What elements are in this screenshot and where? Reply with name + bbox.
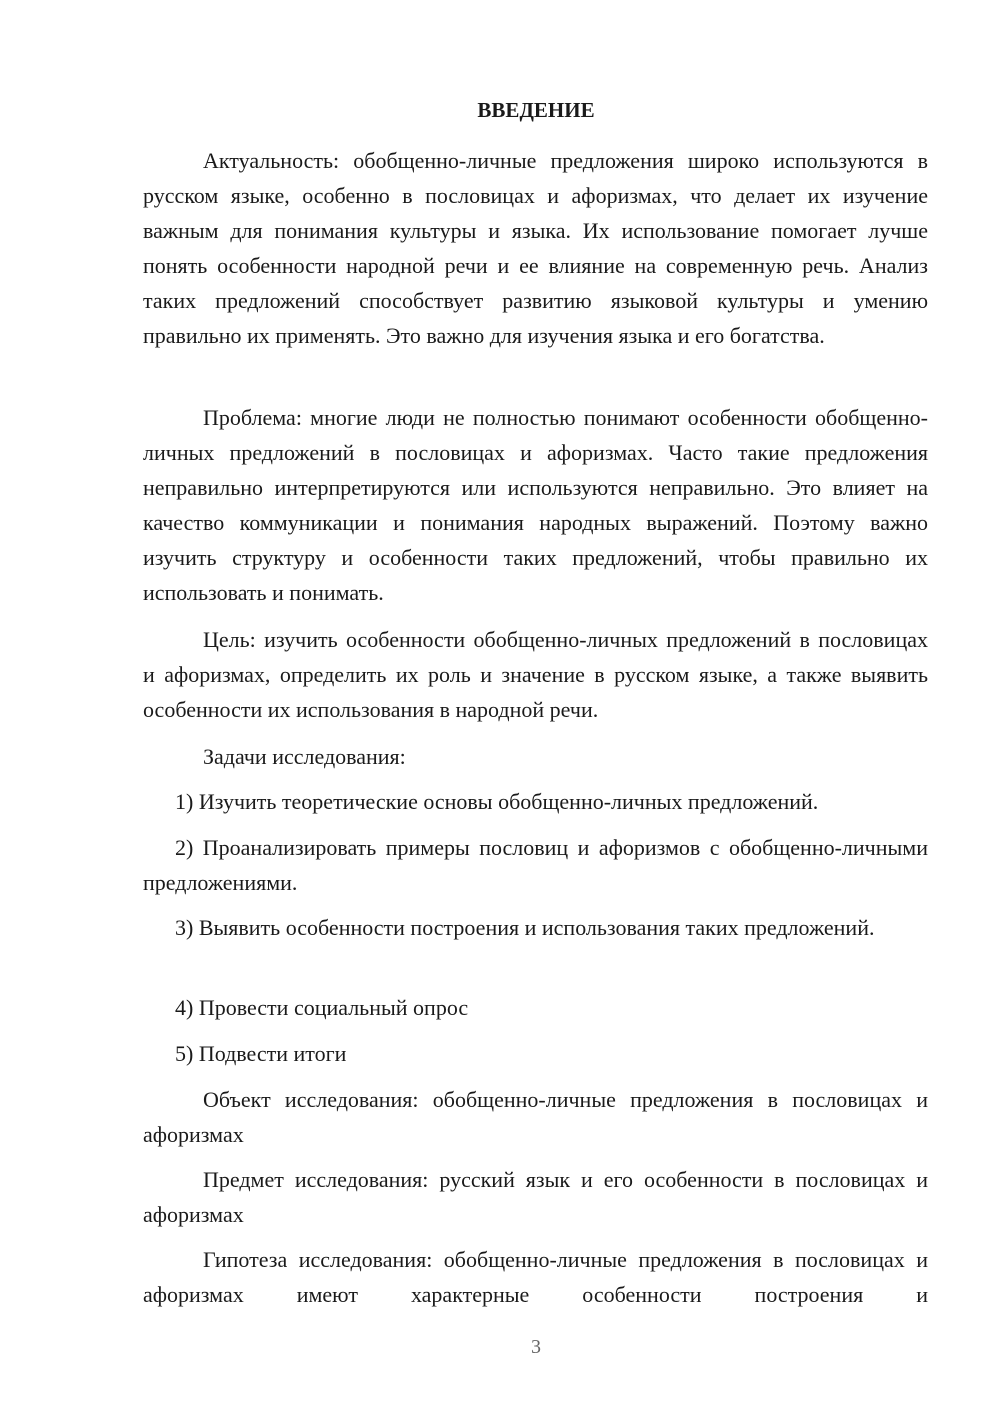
object-paragraph: Объект исследования: обобщенно-личные предложения в пословицах и афоризмах xyxy=(143,1087,928,1147)
subject-paragraph: Предмет исследования: русский язык и его особенности в пословицах и афоризмах xyxy=(143,1167,928,1227)
task-item: 5) Подвести итоги xyxy=(175,1041,347,1066)
page-title: ВВЕДЕНИЕ xyxy=(477,98,595,122)
task-item: 2) Проанализировать примеры пословиц и афоризмов с обобщенно-личными предложениями. xyxy=(143,835,928,895)
task-item: 4) Провести социальный опрос xyxy=(175,995,469,1020)
page-number: 3 xyxy=(531,1336,541,1358)
relevance-paragraph: Актуальность: обобщенно-личные предложения широко используются в русском языке, особенно в пословицах и афоризмах, что делает их изучение важным для понимания культуры и языка. Их использование помогает лучше понять особенности народной речи и ее влияние на современную речь. Анализ таких предложений способствует развитию языковой культуры и умению правильно их применять. Это важно для изучения языка и его богатства. xyxy=(143,148,928,348)
task-item: 3) Выявить особенности построения и использования таких предложений. xyxy=(175,915,875,940)
task-item: 1) Изучить теоретические основы обобщенно-личных предложений. xyxy=(175,789,819,814)
tasks-heading: Задачи исследования: xyxy=(203,744,406,769)
hypothesis-paragraph: Гипотеза исследования: обобщенно-личные предложения в пословицах и афоризмах имеют характерные особенности построения и xyxy=(143,1247,928,1307)
problem-paragraph: Проблема: многие люди не полностью понимают особенности обобщенно-личных предложений в пословицах и афоризмах. Часто такие предложения неправильно интерпретируются или используются неправильно. Это влияет на качество коммуникации и понимания народных выражений. Поэтому важно изучить структуру и особенности таких предложений, чтобы правильно их использовать и понимать. xyxy=(143,405,928,605)
goal-paragraph: Цель: изучить особенности обобщенно-личных предложений в пословицах и афоризмах, определить их роль и значение в русском языке, а также выявить особенности их использования в народной речи. xyxy=(143,627,928,722)
